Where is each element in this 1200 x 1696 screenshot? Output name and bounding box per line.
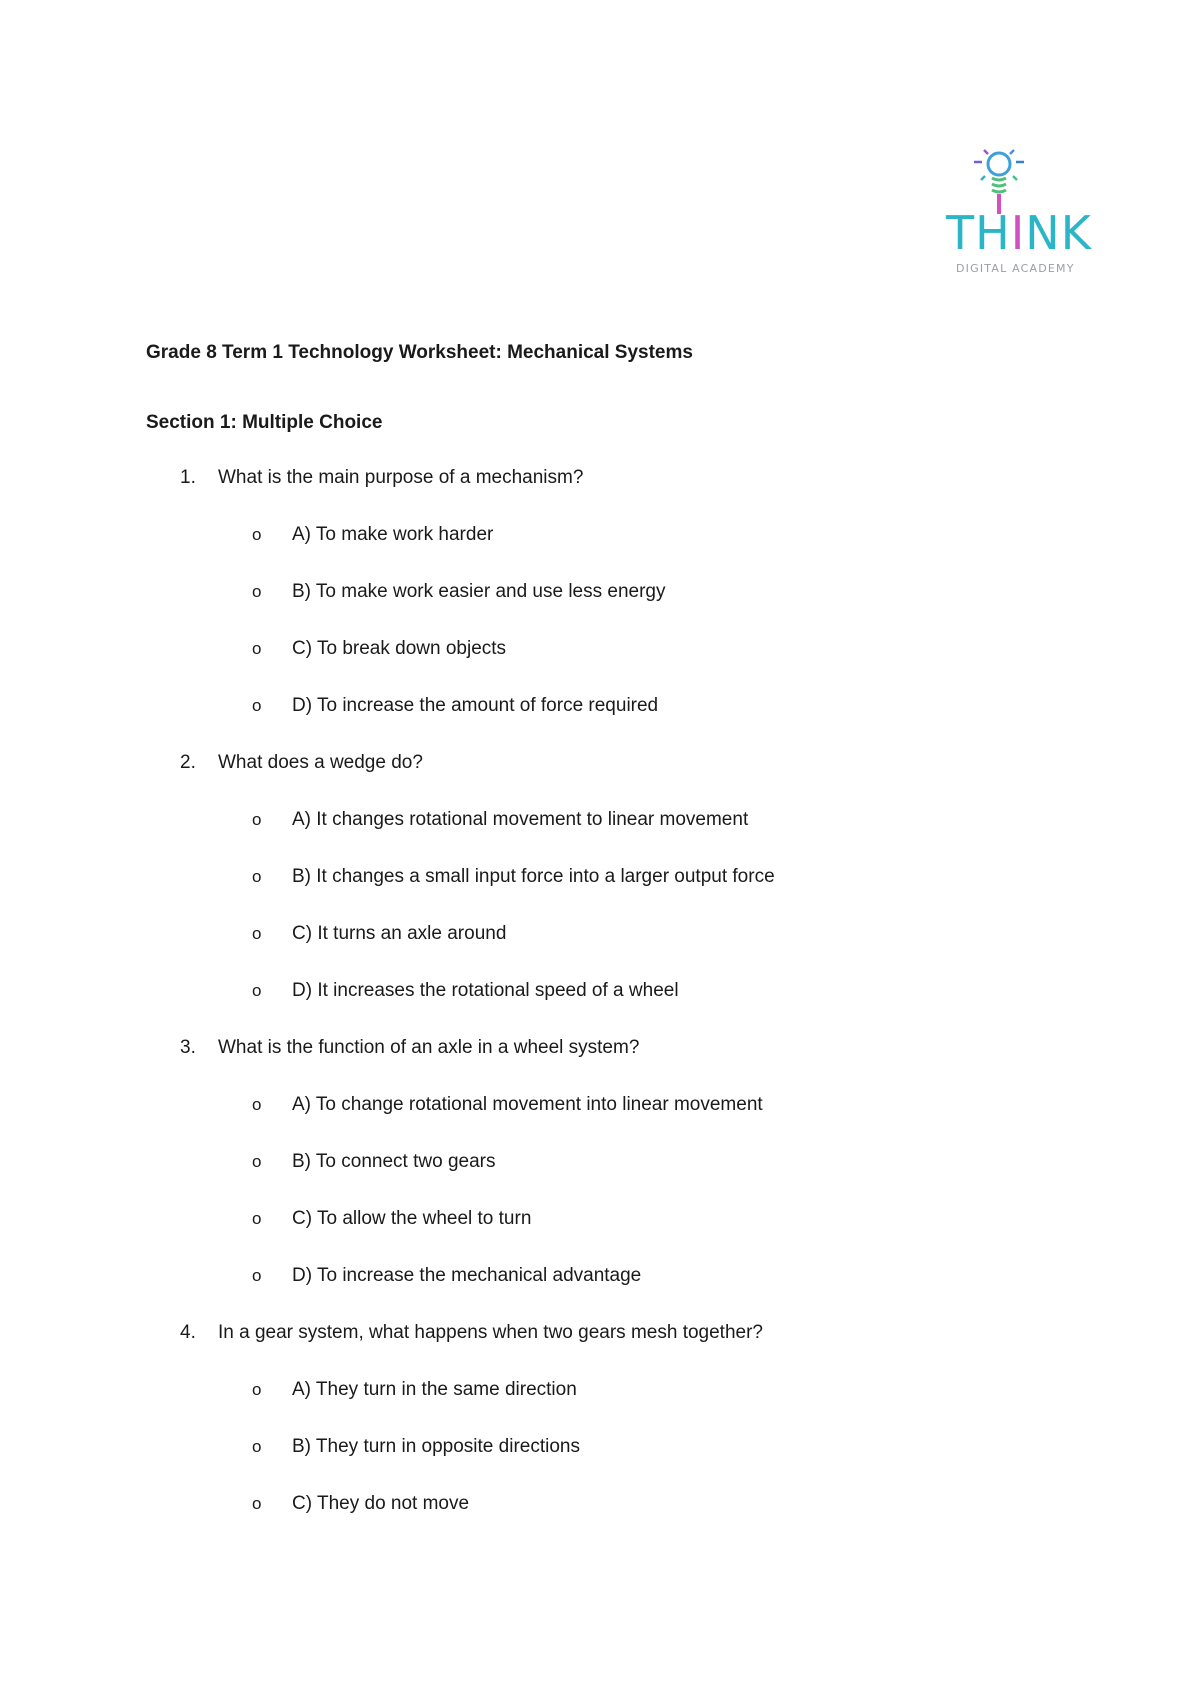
answer-option [252, 524, 493, 546]
answer-option [252, 1094, 763, 1116]
option-text: A) It changes rotational movement to linear movement [292, 809, 749, 830]
option-text: D) It increases the rotational speed of a wheel [292, 980, 679, 1001]
option-text: B) To make work easier and use less energy [292, 581, 666, 602]
answer-option [252, 1208, 531, 1230]
question-item [180, 752, 423, 774]
logo-word-part: NK [1025, 206, 1092, 260]
bullet-icon: o [252, 1437, 262, 1456]
answer-option [252, 980, 679, 1002]
question-number: 3. [180, 1037, 196, 1058]
answer-option [252, 638, 506, 660]
question-item [180, 1037, 639, 1059]
think-digital-academy-logo [944, 148, 1094, 283]
option-text: C) It turns an axle around [292, 923, 507, 944]
bullet-icon: o [252, 1266, 262, 1285]
bullet-icon: o [252, 924, 262, 943]
answer-option [252, 581, 666, 603]
bullet-icon: o [252, 696, 262, 715]
option-text: A) To change rotational movement into linear movement [292, 1094, 763, 1115]
answer-option [252, 1493, 469, 1515]
bullet-icon: o [252, 981, 262, 1000]
question-item [180, 467, 583, 489]
bullet-icon: o [252, 1494, 262, 1513]
bullet-icon: o [252, 582, 262, 601]
question-number: 1. [180, 467, 196, 488]
bullet-icon: o [252, 1380, 262, 1399]
answer-option [252, 809, 748, 831]
option-text: B) It changes a small input force into a larger output force [292, 866, 775, 887]
bullet-icon: o [252, 867, 262, 886]
option-text: A) To make work harder [292, 524, 494, 545]
question-number: 4. [180, 1322, 196, 1343]
bullet-icon: o [252, 810, 262, 829]
logo-word-part: I [1010, 206, 1026, 260]
option-text: C) To allow the wheel to turn [292, 1208, 532, 1229]
answer-option [252, 1436, 580, 1458]
option-text: A) They turn in the same direction [292, 1379, 577, 1400]
logo-subtitle: DIGITAL ACADEMY [956, 262, 1075, 275]
section-heading: Section 1: Multiple Choice [146, 412, 383, 433]
answer-option [252, 1379, 577, 1401]
question-item [180, 1322, 763, 1344]
bullet-icon: o [252, 1152, 262, 1171]
option-text: C) They do not move [292, 1493, 470, 1514]
answer-option [252, 695, 658, 717]
option-text: D) To increase the mechanical advantage [292, 1265, 642, 1286]
option-text: D) To increase the amount of force required [292, 695, 659, 716]
answer-option [252, 866, 775, 888]
bullet-icon: o [252, 1209, 262, 1228]
logo-wordmark [946, 206, 1092, 260]
question-text: What is the function of an axle in a wheel system? [218, 1037, 640, 1058]
option-text: B) To connect two gears [292, 1151, 496, 1172]
bullet-icon: o [252, 1095, 262, 1114]
answer-option [252, 1265, 641, 1287]
option-text: C) To break down objects [292, 638, 507, 659]
bullet-icon: o [252, 525, 262, 544]
logo-word-part: TH [946, 206, 1011, 260]
question-text: In a gear system, what happens when two gears mesh together? [218, 1322, 763, 1343]
bullet-icon: o [252, 639, 262, 658]
answer-option [252, 1151, 495, 1173]
question-text: What does a wedge do? [218, 752, 423, 773]
question-text: What is the main purpose of a mechanism? [218, 467, 584, 488]
question-number: 2. [180, 752, 196, 773]
page-title: Grade 8 Term 1 Technology Worksheet: Mechanical Systems [146, 342, 693, 363]
answer-option [252, 923, 506, 945]
option-text: B) They turn in opposite directions [292, 1436, 580, 1457]
